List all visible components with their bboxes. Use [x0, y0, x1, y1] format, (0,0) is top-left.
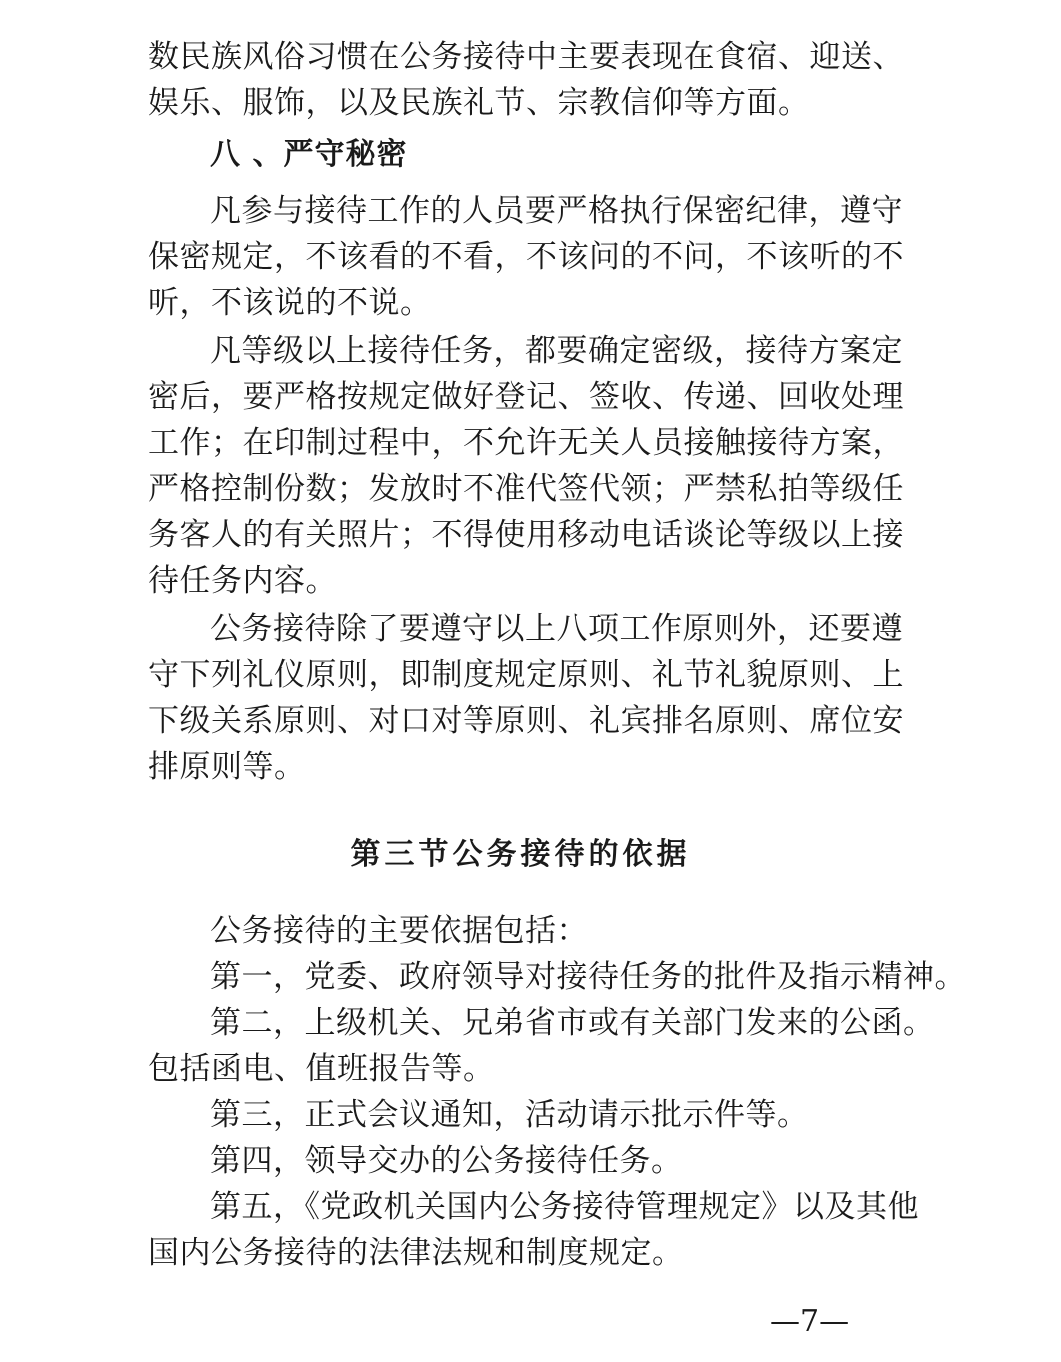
text-line: 工作；在印制过程中，不允许无关人员接触接待方案，	[148, 425, 904, 461]
paragraph-basis-intro	[148, 908, 893, 954]
text-line: 保密规定，不该看的不看，不该问的不问，不该听的不	[148, 239, 904, 275]
text-line: 凡参与接待工作的人员要严格执行保密纪律，遵守	[210, 193, 903, 229]
text-line: 听，不该说的不说。	[148, 285, 432, 321]
text-line: 包括函电、值班报告等。	[148, 1051, 495, 1087]
paragraph-secrecy-classification	[148, 328, 904, 604]
text-line: 务客人的有关照片；不得使用移动电话谈论等级以上接	[148, 517, 904, 553]
list-item-basis-3	[148, 1092, 893, 1138]
paragraph-etiquette-principles	[148, 606, 904, 790]
document-page	[148, 34, 966, 1276]
heading-confidentiality: 八 、严守秘密	[210, 137, 408, 172]
text-line: 第四，领导交办的公务接待任务。	[210, 1143, 683, 1179]
text-line: 公务接待除了要遵守以上八项工作原则外，还要遵	[210, 611, 903, 647]
text-line: 娱乐、服饰，以及民族礼节、宗教信仰等方面。	[148, 85, 810, 121]
list-item-basis-4	[148, 1138, 893, 1184]
section-title: 第三节公务接待的依据	[350, 837, 691, 872]
list-item-basis-5	[148, 1184, 919, 1276]
text-line: 第二，上级机关、兄弟省市或有关部门发来的公函。	[210, 1005, 935, 1041]
list-item-basis-1	[148, 954, 966, 1000]
text-line: 国内公务接待的法律法规和制度规定。	[148, 1235, 684, 1271]
text-line: 公务接待的主要依据包括：	[210, 913, 588, 949]
text-line: 守下列礼仪原则，即制度规定原则、礼节礼貌原则、上	[148, 657, 904, 693]
text-line: 凡等级以上接待任务，都要确定密级，接待方案定	[210, 333, 903, 369]
text-line: 第一，党委、政府领导对接待任务的批件及指示精神。	[210, 959, 966, 995]
text-line: 第三，正式会议通知，活动请示批示件等。	[210, 1097, 809, 1133]
list-item-basis-2	[148, 1000, 935, 1092]
paragraph-secrecy-discipline	[148, 188, 904, 326]
text-line: 下级关系原则、对口对等原则、礼宾排名原则、席位安	[148, 703, 904, 739]
text-line: 数民族风俗习惯在公务接待中主要表现在食宿、迎送、	[148, 39, 904, 75]
text-line: 严格控制份数；发放时不准代签代领；严禁私拍等级任	[148, 471, 904, 507]
paragraph-ethnic-customs	[148, 34, 904, 126]
page-number: —7—	[770, 1304, 850, 1339]
text-line: 密后，要严格按规定做好登记、签收、传递、回收处理	[148, 379, 904, 415]
text-line: 排原则等。	[148, 749, 306, 785]
text-line: 待任务内容。	[148, 563, 337, 599]
text-line: 第五，《党政机关国内公务接待管理规定》以及其他	[210, 1189, 919, 1225]
